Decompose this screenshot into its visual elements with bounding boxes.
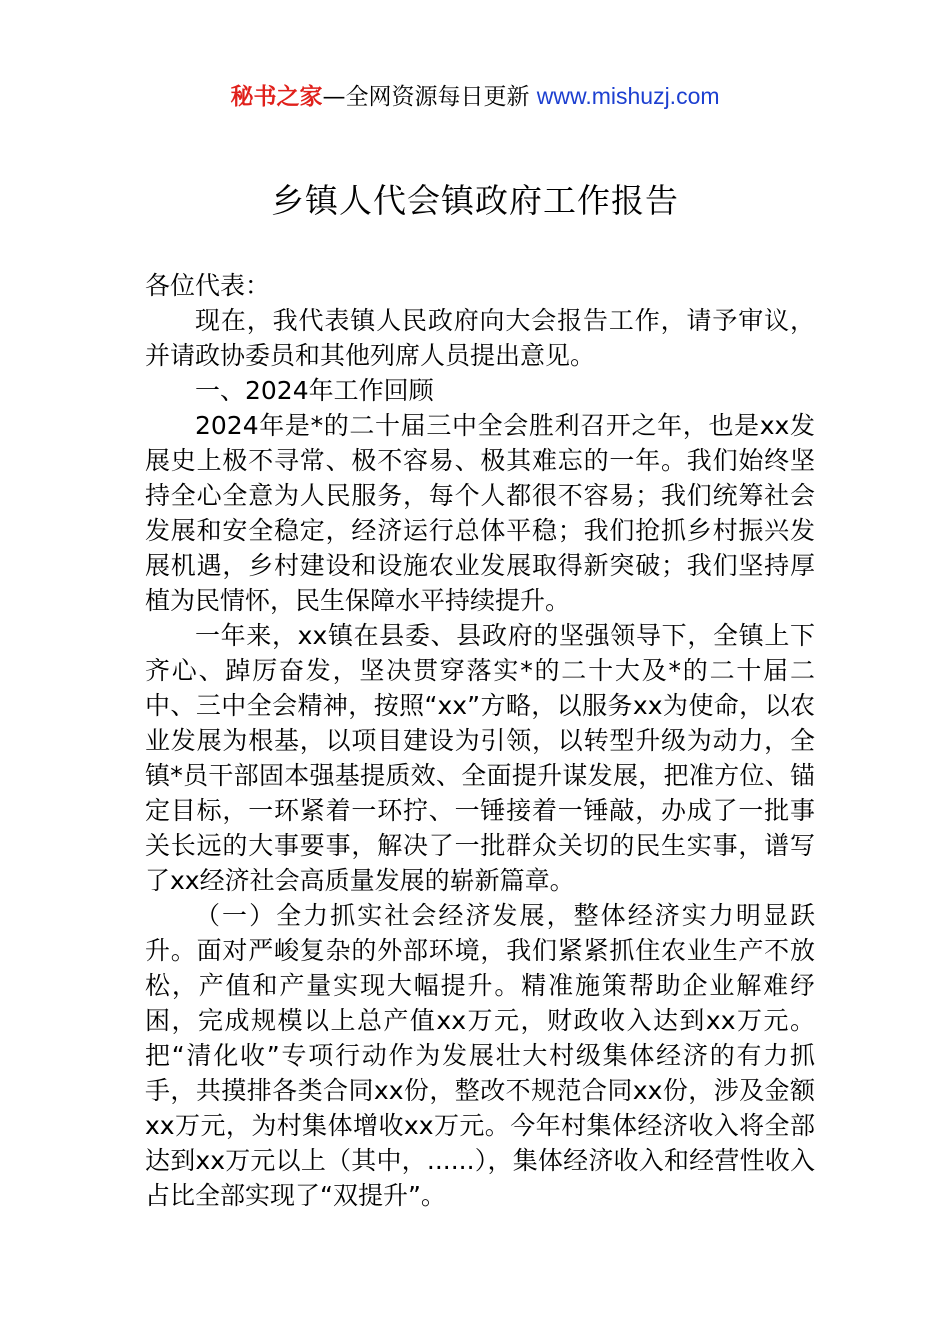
document-title: 乡镇人代会镇政府工作报告	[271, 181, 679, 220]
salutation: 各位代表：	[145, 271, 271, 300]
site-brand: 秘书之家	[230, 84, 323, 110]
site-tagline: —全网资源每日更新	[322, 84, 530, 110]
paragraph: （一）全力抓实社会经济发展，整体经济实力明显跃升。面对严峻复杂的外部环境，我们紧紧抓住农业生产不放松，产值和产量实现大幅提升。精准施策帮助企业解难纾困，完成规模以上总产值xx万元，财政收入达到xx万元。把“清化收”专项行动作为发展壮大村级集体经济的有力抓手，共摸排各类合同xx份，整改不规范合同xx份，涉及金额xx万元，为村集体增收xx万元。今年村集体经济收入将全部达到xx万元以上（其中，......），集体经济收入和经营性收入占比全部实现了“双提升”。	[145, 901, 815, 1210]
paragraph: 2024年是*的二十届三中全会胜利召开之年，也是xx发展史上极不寻常、极不容易、极其难忘的一年。我们始终坚持全心全意为人民服务，每个人都很不容易；我们统筹社会发展和安全稳定，经济运行总体平稳；我们抢抓乡村振兴发展机遇，乡村建设和设施农业发展取得新突破；我们坚持厚植为民情怀，民生保障水平持续提升。	[145, 411, 815, 615]
site-url-link[interactable]: www.mishuzj.com	[536, 83, 720, 109]
paragraph: 现在，我代表镇人民政府向大会报告工作，请予审议，并请政协委员和其他列席人员提出意见。	[145, 306, 815, 370]
site-header	[0, 80, 950, 113]
section-heading: 一、2024年工作回顾	[195, 376, 434, 405]
document-body	[145, 268, 815, 1213]
paragraph: 一年来，xx镇在县委、县政府的坚强领导下，全镇上下齐心、踔厉奋发，坚决贯穿落实*的二十大及*的二十届二中、三中全会精神，按照“xx”方略，以服务xx为使命，以农业发展为根基，以项目建设为引领，以转型升级为动力，全镇*员干部固本强基提质效、全面提升谋发展，把准方位、锚定目标，一环紧着一环拧、一锤接着一锤敲，办成了一批事关长远的大事要事，解决了一批群众关切的民生实事，谱写了xx经济社会高质量发展的崭新篇章。	[145, 621, 815, 895]
